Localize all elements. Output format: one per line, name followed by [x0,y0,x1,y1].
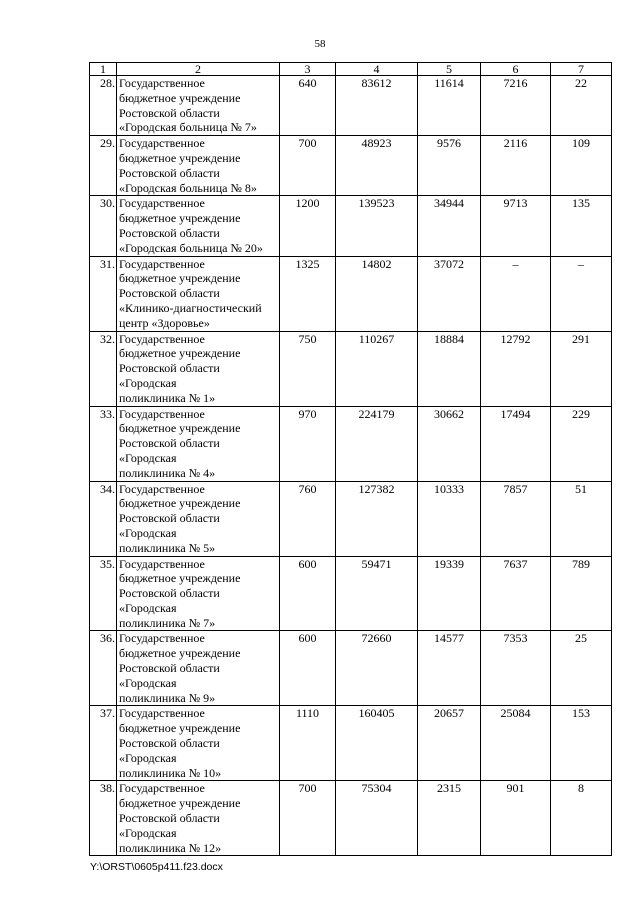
table-row [90,781,612,856]
value-cell-col-5: 37072 [418,256,481,331]
table-row [90,196,612,256]
institution-name-cell [117,406,280,481]
value-cell-col-6: – [481,256,551,331]
institution-name-line: «Городская [119,825,177,840]
table-header-row [90,63,612,76]
institution-name-line: «Городская больница № 8» [119,180,257,195]
value-cell-col-7: 22 [551,76,612,136]
row-number-cell: 38. [90,781,117,856]
institution-name-line: поликлиника № 1» [119,390,216,405]
institution-name-line: поликлиника № 7» [119,615,216,630]
institution-name-line: бюджетное учреждение [119,346,241,361]
value-cell-col-7: 25 [551,631,612,706]
institution-name-line: бюджетное учреждение [119,421,241,436]
value-cell-col-6: 7857 [481,481,551,556]
institution-name-line: «Клинико-диагностический [119,300,262,315]
value-cell-col-6: 901 [481,781,551,856]
institution-name-line: бюджетное учреждение [119,211,241,226]
row-number-cell: 30. [90,196,117,256]
value-cell-col-3: 600 [280,631,336,706]
value-cell-col-5: 20657 [418,706,481,781]
header-cell-4: 4 [336,63,418,76]
value-cell-col-4: 83612 [336,76,418,136]
header-cell-5: 5 [418,63,481,76]
table-body [90,63,612,856]
institution-name-line: Ростовской области [119,436,220,451]
data-table [89,62,612,856]
header-cell-7: 7 [551,63,612,76]
value-cell-col-4: 14802 [336,256,418,331]
table-row [90,331,612,406]
institution-name-line: «Городская [119,600,177,615]
value-cell-col-3: 760 [280,481,336,556]
row-number-cell: 33. [90,406,117,481]
institution-name-cell [117,331,280,406]
value-cell-col-6: 7216 [481,76,551,136]
institution-name-line: Государственное [119,136,205,151]
institution-name-cell [117,76,280,136]
institution-name-line: бюджетное учреждение [119,571,241,586]
row-number-cell: 31. [90,256,117,331]
table-row [90,706,612,781]
value-cell-col-5: 19339 [418,556,481,631]
institution-name-line: «Городская [119,675,177,690]
institution-name-line: бюджетное учреждение [119,90,241,105]
value-cell-col-3: 970 [280,406,336,481]
table-row [90,136,612,196]
value-cell-col-7: 8 [551,781,612,856]
value-cell-col-5: 10333 [418,481,481,556]
row-number-cell: 32. [90,331,117,406]
table-row [90,556,612,631]
value-cell-col-3: 640 [280,76,336,136]
value-cell-col-6: 7353 [481,631,551,706]
header-cell-1: 1 [90,63,117,76]
value-cell-col-3: 700 [280,136,336,196]
value-cell-col-4: 59471 [336,556,418,631]
value-cell-col-4: 72660 [336,631,418,706]
table-row [90,256,612,331]
value-cell-col-6: 12792 [481,331,551,406]
institution-name-line: поликлиника № 4» [119,465,216,480]
institution-name-line: Ростовской области [119,511,220,526]
institution-name-line: Ростовской области [119,286,220,301]
value-cell-col-3: 600 [280,556,336,631]
value-cell-col-6: 2116 [481,136,551,196]
value-cell-col-5: 14577 [418,631,481,706]
value-cell-col-7: – [551,256,612,331]
value-cell-col-7: 153 [551,706,612,781]
value-cell-col-7: 291 [551,331,612,406]
value-cell-col-7: 229 [551,406,612,481]
value-cell-col-4: 48923 [336,136,418,196]
institution-name-line: Государственное [119,556,205,571]
table-row [90,481,612,556]
institution-name-line: Государственное [119,331,205,346]
institution-name-line: «Городская [119,375,177,390]
institution-name-line: «Городская [119,525,177,540]
institution-name-line: Государственное [119,256,205,271]
value-cell-col-7: 789 [551,556,612,631]
institution-name-line: Ростовской области [119,361,220,376]
value-cell-col-7: 135 [551,196,612,256]
institution-name-line: Государственное [119,706,205,721]
value-cell-col-5: 34944 [418,196,481,256]
value-cell-col-5: 11614 [418,76,481,136]
institution-name-line: Государственное [119,76,205,90]
value-cell-col-6: 17494 [481,406,551,481]
value-cell-col-6: 25084 [481,706,551,781]
value-cell-col-4: 160405 [336,706,418,781]
institution-name-line: Государственное [119,631,205,646]
row-number-cell: 28. [90,76,117,136]
institution-name-line: Государственное [119,406,205,421]
institution-name-line: Государственное [119,781,205,796]
value-cell-col-3: 700 [280,781,336,856]
institution-name-line: Ростовской области [119,225,220,240]
row-number-cell: 37. [90,706,117,781]
institution-name-cell [117,706,280,781]
institution-name-line: бюджетное учреждение [119,721,241,736]
institution-name-line: Ростовской области [119,811,220,826]
institution-name-line: бюджетное учреждение [119,796,241,811]
institution-name-line: поликлиника № 12» [119,840,222,855]
institution-name-cell [117,256,280,331]
value-cell-col-6: 7637 [481,556,551,631]
row-number-cell: 35. [90,556,117,631]
value-cell-col-6: 9713 [481,196,551,256]
value-cell-col-3: 750 [280,331,336,406]
header-cell-6: 6 [481,63,551,76]
page-number: 58 [314,38,326,50]
header-cell-2: 2 [117,63,280,76]
institution-name-line: поликлиника № 10» [119,765,222,780]
institution-name-line: Ростовской области [119,661,220,676]
institution-name-line: «Городская [119,750,177,765]
value-cell-col-5: 9576 [418,136,481,196]
institution-name-line: Государственное [119,196,205,211]
institution-name-cell [117,631,280,706]
institution-name-cell [117,196,280,256]
row-number-cell: 34. [90,481,117,556]
institution-name-line: поликлиника № 9» [119,690,216,705]
row-number-cell: 29. [90,136,117,196]
institution-name-line: бюджетное учреждение [119,646,241,661]
table-row [90,631,612,706]
institution-name-cell [117,136,280,196]
institution-name-line: центр «Здоровье» [119,315,210,330]
value-cell-col-5: 30662 [418,406,481,481]
header-cell-3: 3 [280,63,336,76]
value-cell-col-3: 1200 [280,196,336,256]
institution-name-line: бюджетное учреждение [119,496,241,511]
value-cell-col-3: 1325 [280,256,336,331]
value-cell-col-4: 127382 [336,481,418,556]
institution-name-cell [117,481,280,556]
institution-name-line: Ростовской области [119,105,220,120]
value-cell-col-7: 109 [551,136,612,196]
institution-name-line: Ростовской области [119,736,220,751]
value-cell-col-5: 18884 [418,331,481,406]
row-number-cell: 36. [90,631,117,706]
institution-name-line: бюджетное учреждение [119,271,241,286]
institution-name-line: «Городская больница № 7» [119,120,257,135]
value-cell-col-7: 51 [551,481,612,556]
institution-name-line: Ростовской области [119,586,220,601]
institution-name-line: бюджетное учреждение [119,150,241,165]
institution-name-line: «Городская больница № 20» [119,240,263,255]
institution-name-line: Ростовской области [119,165,220,180]
file-path-footer: Y:\ORST\0605p411.f23.docx [90,861,223,873]
value-cell-col-3: 1110 [280,706,336,781]
table-row [90,406,612,481]
institution-name-cell [117,556,280,631]
value-cell-col-4: 139523 [336,196,418,256]
value-cell-col-4: 110267 [336,331,418,406]
value-cell-col-5: 2315 [418,781,481,856]
institution-name-line: Государственное [119,481,205,496]
value-cell-col-4: 224179 [336,406,418,481]
value-cell-col-4: 75304 [336,781,418,856]
institution-name-line: поликлиника № 5» [119,540,216,555]
institution-name-cell [117,781,280,856]
institution-name-line: «Городская [119,450,177,465]
table-row [90,76,612,136]
